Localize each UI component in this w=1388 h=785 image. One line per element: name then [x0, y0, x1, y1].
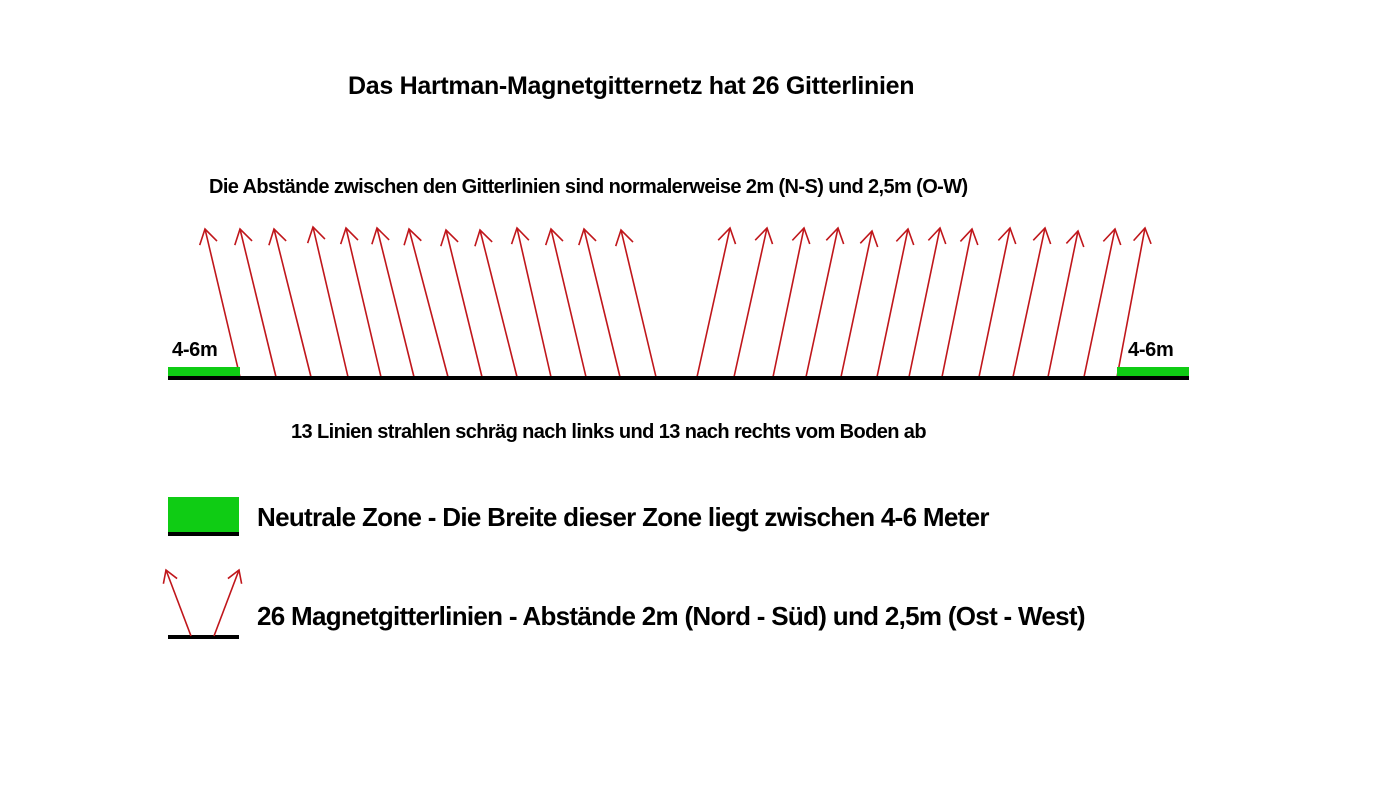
grid-line-arrow	[942, 229, 972, 377]
grid-line-arrow	[584, 229, 620, 377]
neutral-zone-right	[1117, 367, 1189, 377]
grid-line-arrow	[806, 228, 838, 377]
grid-line-arrow	[446, 230, 482, 377]
grid-line-arrow	[214, 570, 239, 636]
legend-magnetic-lines-icon	[163, 570, 241, 637]
grid-line-arrow	[773, 228, 804, 377]
grid-line-arrow	[909, 228, 940, 377]
diagram-subtitle: Die Abstände zwischen den Gitterlinien sind normalerweise 2m (N-S) und 2,5m (O-W)	[209, 176, 968, 198]
legend-item-neutral-zone: Neutrale Zone - Die Breite dieser Zone liegt zwischen 4-6 Meter	[257, 502, 989, 532]
grid-line-arrow	[346, 228, 381, 377]
grid-line-arrow	[697, 228, 730, 377]
grid-line-arrow	[480, 230, 517, 377]
legend-neutral-zone-icon	[168, 497, 239, 534]
neutral-zone-right-label: 4-6m	[1128, 339, 1174, 361]
grid-line-arrow	[517, 228, 551, 377]
grid-line-arrow	[166, 570, 191, 636]
neutral-zone-left-label: 4-6m	[172, 339, 218, 361]
grid-line-arrow	[1048, 231, 1078, 377]
grid-line-arrow	[1084, 229, 1115, 377]
grid-line-arrow	[313, 227, 348, 377]
grid-line-arrow	[1013, 228, 1045, 377]
grid-line-arrow	[377, 228, 414, 377]
grid-line-arrow	[734, 228, 767, 377]
diagram-title: Das Hartman-Magnetgitternetz hat 26 Gitterlinien	[348, 72, 915, 100]
grid-line-arrow	[979, 228, 1010, 377]
right-leaning-grid-lines	[697, 228, 1151, 377]
neutral-zone-left	[168, 367, 240, 377]
legend-item-magnetic-lines: 26 Magnetgitterlinien - Abstände 2m (Nord - Süd) und 2,5m (Ost - West)	[257, 601, 1085, 631]
grid-line-arrow	[551, 229, 586, 377]
grid-line-arrow	[240, 229, 276, 377]
grid-line-arrow	[409, 229, 448, 377]
grid-line-arrow	[621, 230, 656, 377]
left-leaning-grid-lines	[200, 227, 656, 377]
grid-line-arrow	[841, 231, 872, 377]
diagram-caption: 13 Linien strahlen schräg nach links und 13 nach rechts vom Boden ab	[291, 421, 926, 443]
grid-line-arrow	[274, 229, 311, 377]
grid-line-arrow	[877, 229, 908, 377]
